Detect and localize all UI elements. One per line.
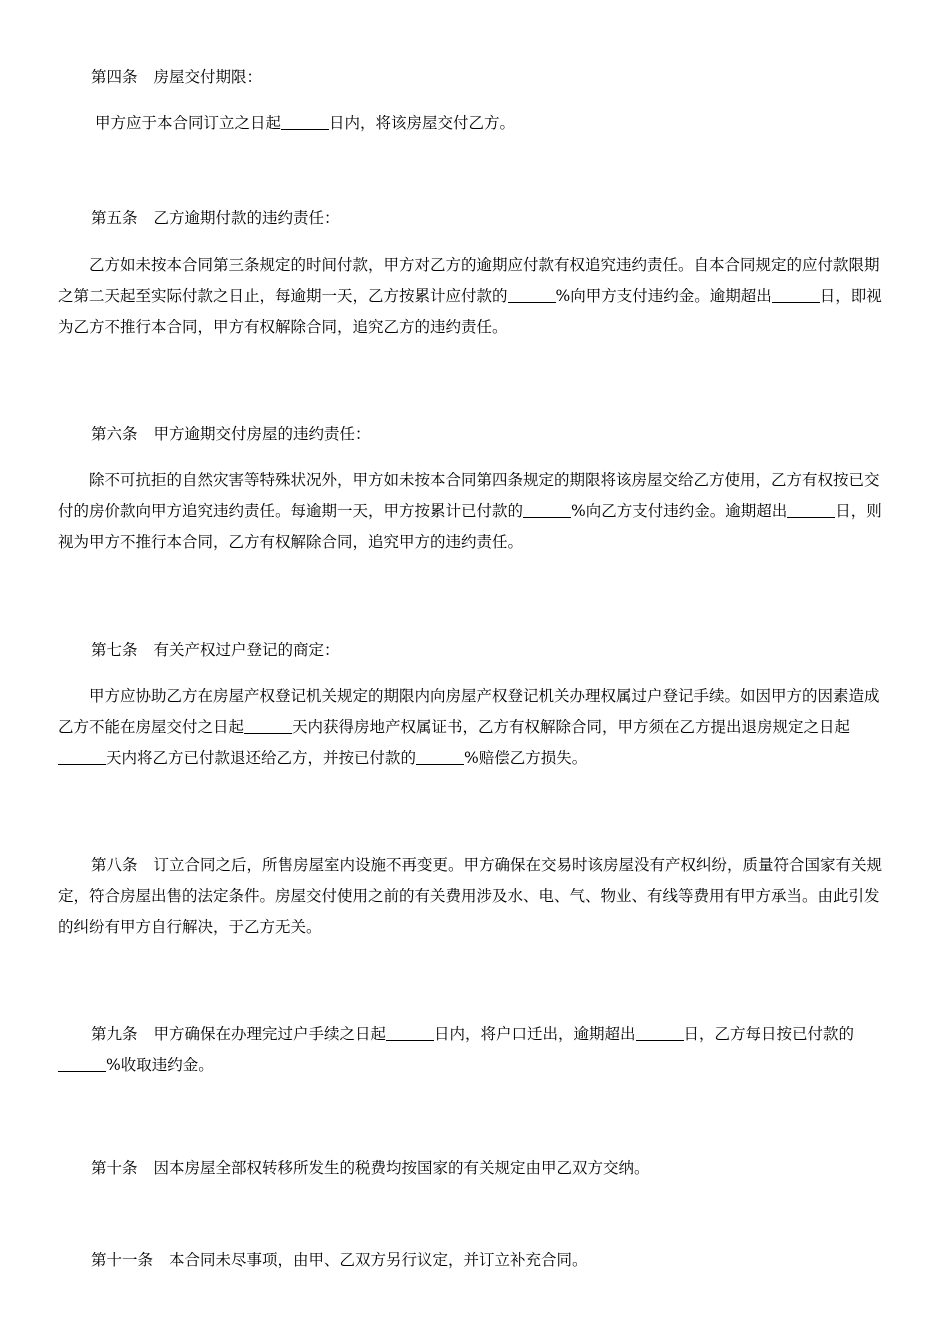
- article-8-paragraph: 第八条 订立合同之后，所售房屋室内设施不再变更。甲方确保在交易时该房屋没有产权纠纷，质量符合国家有关规定，符合房屋出售的法定条件。房屋交付使用之前的有关费用涉及水、电、气、物业、有线等费用有甲方承当。由此引发的纠纷有甲方自行解决，于乙方无关。: [58, 856, 883, 936]
- fill-blank[interactable]: [416, 749, 464, 766]
- article-title: 乙方逾期付款的违约责任：: [153, 209, 340, 227]
- fill-blank[interactable]: [636, 1025, 684, 1042]
- fill-blank[interactable]: [58, 1056, 106, 1073]
- fill-blank[interactable]: [58, 749, 106, 766]
- article-5-body: 乙方如未按本合同第三条规定的时间付款，甲方对乙方的逾期应付款有权追究违约责任。自本合同规定的应付款限期之第二天起至实际付款之日止，每逾期一天，乙方按累计应付款的 %向甲方支付违约金。逾期超出 日，即视为乙方不推行本合同，甲方有权解除合同，追究乙方的违约责任。: [58, 256, 882, 336]
- fill-blank[interactable]: [386, 1025, 434, 1042]
- article-number: 第十条: [91, 1159, 138, 1177]
- article-4-body: 甲方应于本合同订立之日起 日内，将该房屋交付乙方。: [95, 114, 516, 132]
- article-11-paragraph: 第十一条 本合同未尽事项，由甲、乙双方另行议定，并订立补充合同。: [91, 1251, 588, 1269]
- article-number: 第八条: [91, 856, 138, 874]
- article-10-paragraph: 第十条 因本房屋全部权转移所发生的税费均按国家的有关规定由甲乙双方交纳。: [91, 1159, 650, 1177]
- article-7-body: 甲方应协助乙方在房屋产权登记机关规定的期限内向房屋产权登记机关办理权属过户登记手续。如因甲方的因素造成乙方不能在房屋交付之日起 天内获得房地产权属证书，乙方有权解除合同，甲方须在乙方提出退房规定之日起天内将乙方已付款退还给乙方，并按已付款的 %赔偿乙方损失。: [58, 687, 880, 767]
- article-5-heading: [58, 203, 892, 234]
- article-7-heading: [58, 635, 892, 666]
- article-6-heading: [58, 419, 892, 450]
- article-number: 第五条: [91, 209, 138, 227]
- article-title: 有关产权过户登记的商定：: [153, 641, 340, 659]
- fill-blank[interactable]: [523, 502, 571, 519]
- article-title: 房屋交付期限：: [153, 68, 263, 86]
- fill-blank[interactable]: [508, 287, 556, 304]
- article-number: 第七条: [91, 641, 138, 659]
- article-title: 甲方逾期交付房屋的违约责任：: [153, 425, 371, 443]
- article-number: 第六条: [91, 425, 138, 443]
- article-9-paragraph: 第九条 甲方确保在办理完过户手续之日起 日内，将户口迁出，逾期超出 日，乙方每日按已付款的%收取违约金。: [58, 1019, 892, 1081]
- fill-blank[interactable]: [787, 502, 835, 519]
- fill-blank[interactable]: [281, 114, 329, 131]
- article-number: 第四条: [91, 68, 138, 86]
- article-number: 第九条: [91, 1025, 138, 1043]
- article-number: 第十一条: [91, 1251, 154, 1269]
- article-6-body: 除不可抗拒的自然灾害等特殊状况外，甲方如未按本合同第四条规定的期限将该房屋交给乙方使用，乙方有权按已交付的房价款向甲方追究违约责任。每逾期一天，甲方按累计已付款的 %向乙方支付违约金。逾期超出 日，则视为甲方不推行本合同，乙方有权解除合同，追究甲方的违约责任。: [58, 471, 882, 551]
- fill-blank[interactable]: [772, 287, 820, 304]
- fill-blank[interactable]: [244, 718, 292, 735]
- article-4-heading: [58, 62, 892, 93]
